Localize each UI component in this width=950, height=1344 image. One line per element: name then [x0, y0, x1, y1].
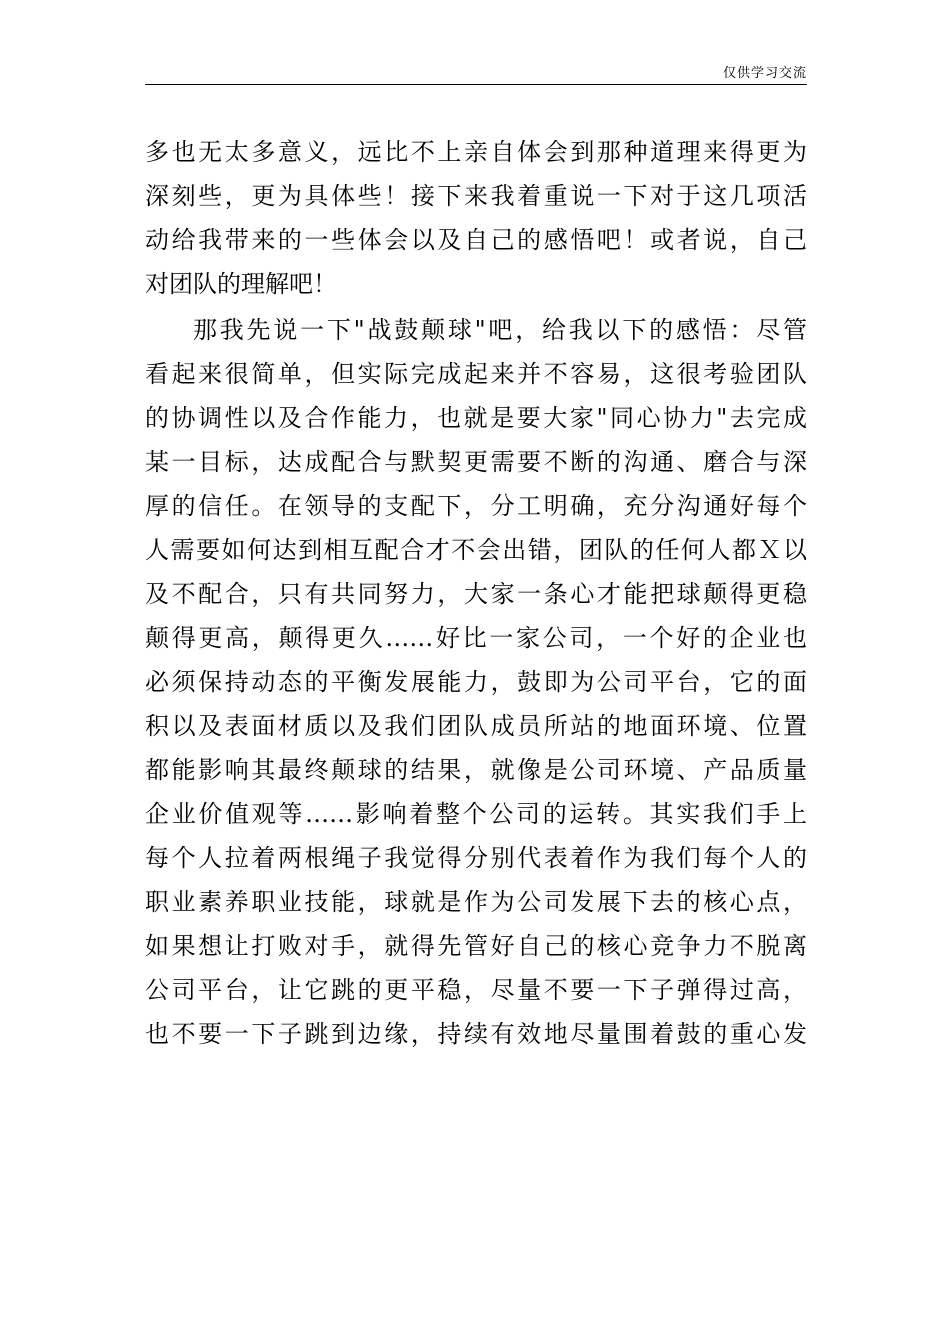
text-line: 颠得更高，颠得更久……好比一家公司，一个好的企业也	[145, 624, 807, 652]
text-line: 深刻些，更为具体些！接下来我着重说一下对于这几项活	[145, 182, 807, 210]
text-line: 公司平台，让它跳的更平稳，尽量不要一下子弹得过高，	[145, 976, 807, 1004]
page-header-note: 仅供学习交流	[722, 66, 807, 81]
text-line: 职业素养职业技能，球就是作为公司发展下去的核心点，	[145, 888, 807, 916]
paragraph-2	[145, 308, 807, 1056]
text-line: 每个人拉着两根绳子我觉得分别代表着作为我们每个人的	[145, 844, 807, 872]
text-line: 厚的信任。在领导的支配下，分工明确，充分沟通好每个	[145, 492, 807, 520]
text-line: 那我先说一下"战鼓颠球"吧，给我以下的感悟：尽管	[193, 316, 807, 344]
paragraph-1	[145, 130, 807, 306]
text-line: 企业价值观等……影响着整个公司的运转。其实我们手上	[145, 800, 807, 828]
header-rule	[145, 84, 807, 85]
text-line: 看起来很简单，但实际完成起来并不容易，这很考验团队	[145, 360, 807, 388]
text-line: 也不要一下子跳到边缘，持续有效地尽量围着鼓的重心发	[145, 1020, 807, 1048]
text-line: 人需要如何达到相互配合才不会出错，团队的任何人都Ｘ以	[145, 536, 807, 564]
text-line: 某一目标，达成配合与默契更需要不断的沟通、磨合与深	[145, 448, 807, 476]
text-line: 如果想让打败对手，就得先管好自己的核心竞争力不脱离	[145, 932, 807, 960]
text-line: 积以及表面材质以及我们团队成员所站的地面环境、位置	[145, 712, 807, 740]
text-line: 必须保持动态的平衡发展能力，鼓即为公司平台，它的面	[145, 668, 807, 696]
text-line: 对团队的理解吧！	[145, 270, 337, 298]
text-line: 的协调性以及合作能力，也就是要大家"同心协力"去完成	[145, 404, 807, 432]
text-line: 动给我带来的一些体会以及自己的感悟吧！或者说，自己	[145, 226, 807, 254]
document-body	[145, 130, 807, 1056]
text-line: 及不配合，只有共同努力，大家一条心才能把球颠得更稳	[145, 580, 807, 608]
text-line: 都能影响其最终颠球的结果，就像是公司环境、产品质量	[145, 756, 807, 784]
text-line: 多也无太多意义，远比不上亲自体会到那种道理来得更为	[145, 138, 807, 166]
